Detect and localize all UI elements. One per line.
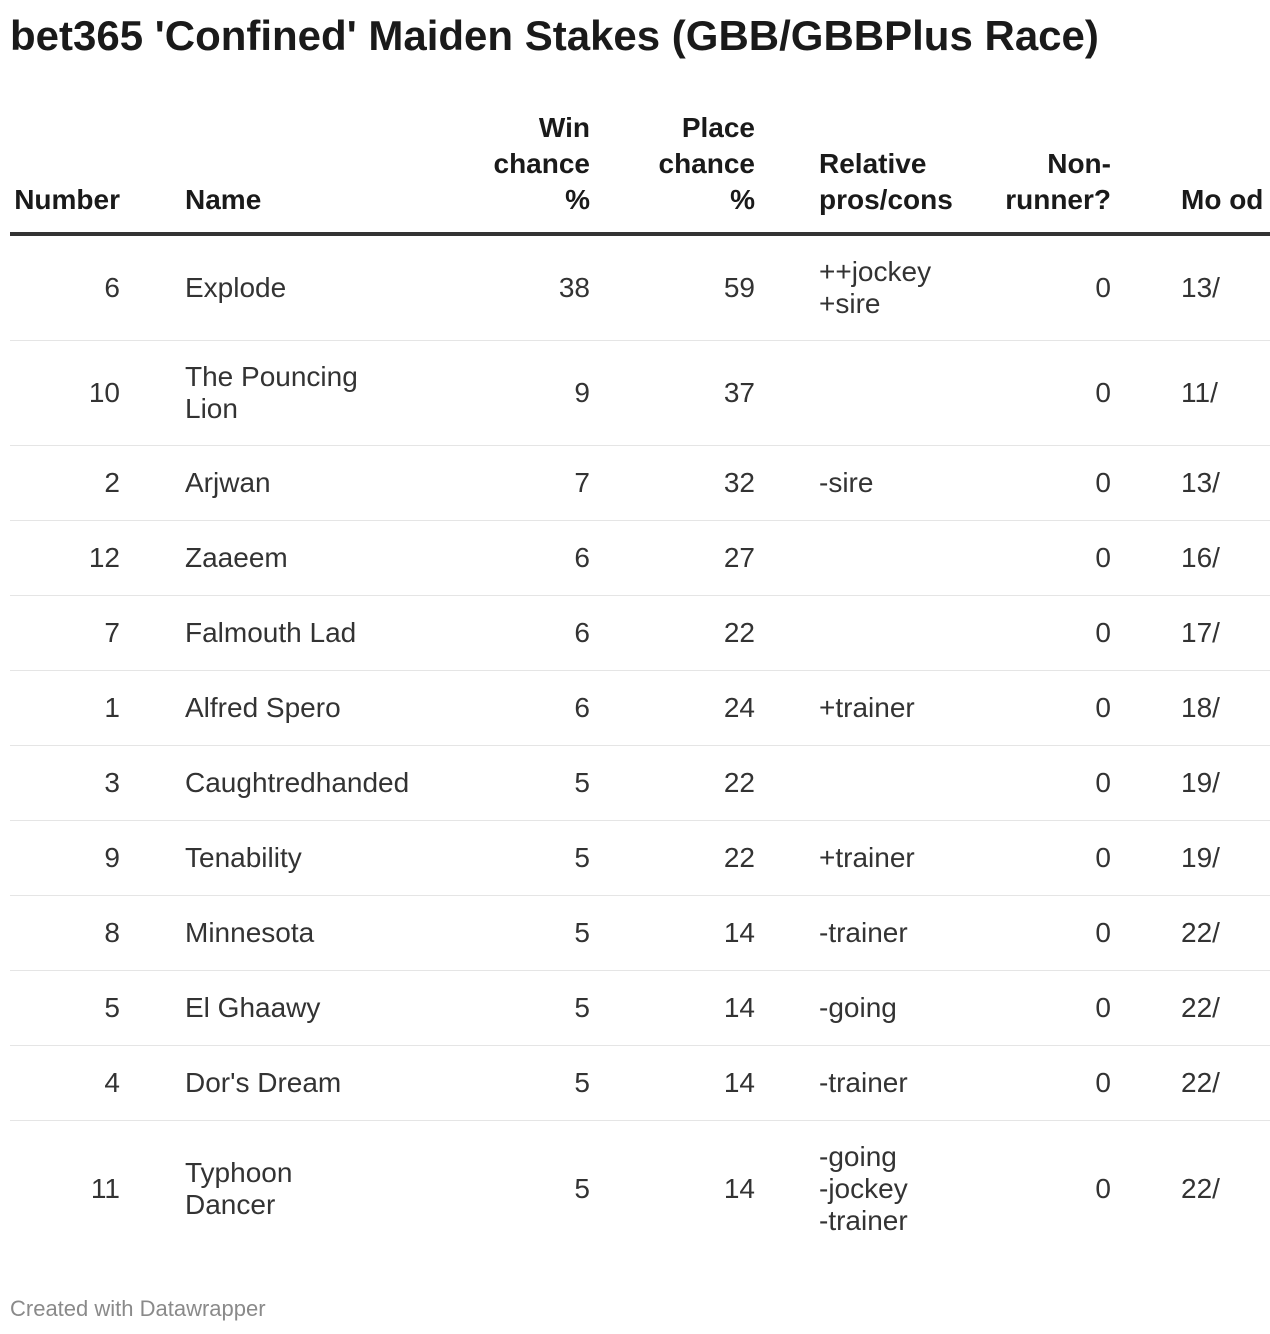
table-header-row [10,110,1270,234]
cell-non-runner: 0 [950,971,1115,1046]
cell-odds: 11/ [1115,341,1270,446]
cell-odds: 13/ [1115,446,1270,521]
cell-place-chance: 14 [590,896,755,971]
cell-name: Minnesota [185,896,425,971]
cell-place-chance: 59 [590,234,755,341]
cell-pros-cons [755,521,950,596]
cell-name: Falmouth Lad [185,596,425,671]
cell-pros-cons: +trainer [755,671,950,746]
cell-odds: 22/ [1115,1046,1270,1121]
cell-win-chance: 38 [425,234,590,341]
cell-pros-cons [755,746,950,821]
table-row [10,671,1270,746]
cell-win-chance: 9 [425,341,590,446]
cell-number: 1 [10,671,185,746]
column-header-non-runner[interactable]: Non- runner? [950,110,1115,234]
cell-non-runner: 0 [950,896,1115,971]
cell-odds: 19/ [1115,746,1270,821]
cell-win-chance: 7 [425,446,590,521]
column-header-odds[interactable]: Mo od [1115,110,1270,234]
cell-win-chance: 5 [425,821,590,896]
cell-pros-cons [755,341,950,446]
table-row [10,521,1270,596]
table-row [10,1046,1270,1121]
cell-number: 7 [10,596,185,671]
cell-win-chance: 5 [425,971,590,1046]
cell-pros-cons: -trainer [755,896,950,971]
cell-number: 9 [10,821,185,896]
cell-number: 3 [10,746,185,821]
cell-number: 12 [10,521,185,596]
table-row [10,446,1270,521]
cell-name: Arjwan [185,446,425,521]
cell-win-chance: 6 [425,596,590,671]
cell-place-chance: 27 [590,521,755,596]
cell-number: 5 [10,971,185,1046]
table-row [10,596,1270,671]
cell-number: 4 [10,1046,185,1121]
table-row [10,971,1270,1046]
table-row [10,234,1270,341]
cell-non-runner: 0 [950,1046,1115,1121]
column-header-place-chance[interactable]: Place chance % [590,110,755,234]
column-header-number[interactable]: Number [10,110,185,234]
table-row [10,821,1270,896]
cell-non-runner: 0 [950,821,1115,896]
cell-name: Explode [185,234,425,341]
cell-pros-cons: -sire [755,446,950,521]
cell-odds: 22/ [1181,1173,1220,1204]
cell-place-chance: 22 [590,746,755,821]
cell-win-chance: 6 [425,521,590,596]
cell-pros-cons: -going -jockey -trainer [819,1141,908,1236]
cell-number: 2 [10,446,185,521]
cell-odds: 22/ [1115,896,1270,971]
cell-odds: 13/ [1115,234,1270,341]
cell-place-chance: 14 [723,1173,755,1204]
cell-place-chance: 14 [590,1046,755,1121]
cell-place-chance: 24 [590,671,755,746]
cell-odds: 16/ [1115,521,1270,596]
cell-name: Dor's Dream [185,1046,425,1121]
cell-name: The Pouncing Lion [185,341,425,446]
cell-place-chance: 22 [590,596,755,671]
cell-number: 6 [10,234,185,341]
cell-pros-cons: +trainer [755,821,950,896]
column-header-name[interactable]: Name [185,110,425,234]
cell-odds: 19/ [1115,821,1270,896]
cell-pros-cons [755,596,950,671]
table-row [10,896,1270,971]
cell-place-chance: 37 [590,341,755,446]
table-row [10,746,1270,821]
cell-name: Typhoon Dancer [185,1157,293,1220]
table-row [10,1121,1270,1258]
cell-win-chance: 5 [425,746,590,821]
cell-name: Alfred Spero [185,671,425,746]
column-header-pros-cons[interactable]: Relative pros/cons [755,110,950,234]
cell-name: Tenability [185,821,425,896]
cell-number: 11 [90,1173,120,1204]
cell-non-runner: 0 [1095,1173,1111,1204]
chart-title: bet365 'Confined' Maiden Stakes (GBB/GBBPlus Race) [10,12,1099,59]
cell-name: El Ghaawy [185,971,425,1046]
cell-odds: 17/ [1115,596,1270,671]
cell-name: Zaaeem [185,521,425,596]
footer-credit: Created with Datawrapper [10,1296,266,1321]
cell-pros-cons: -going [755,971,950,1046]
cell-non-runner: 0 [950,446,1115,521]
table-row [10,341,1270,446]
cell-place-chance: 14 [590,971,755,1046]
cell-win-chance: 5 [425,1046,590,1121]
results-table [10,110,1270,1257]
cell-win-chance: 5 [574,1173,590,1204]
cell-non-runner: 0 [950,671,1115,746]
cell-place-chance: 22 [590,821,755,896]
table-body [10,234,1270,1257]
cell-name: Caughtredhanded [185,746,425,821]
cell-pros-cons: ++jockey +sire [755,234,950,341]
cell-win-chance: 6 [425,671,590,746]
cell-non-runner: 0 [950,596,1115,671]
cell-non-runner: 0 [950,521,1115,596]
cell-non-runner: 0 [950,746,1115,821]
cell-odds: 22/ [1115,971,1270,1046]
cell-number: 10 [10,341,185,446]
cell-non-runner: 0 [950,234,1115,341]
cell-odds: 18/ [1115,671,1270,746]
cell-number: 8 [10,896,185,971]
cell-place-chance: 32 [590,446,755,521]
results-table-container [10,110,1264,1257]
column-header-win-chance[interactable]: Win chance % [425,110,590,234]
cell-pros-cons: -trainer [755,1046,950,1121]
cell-win-chance: 5 [425,896,590,971]
cell-non-runner: 0 [950,341,1115,446]
